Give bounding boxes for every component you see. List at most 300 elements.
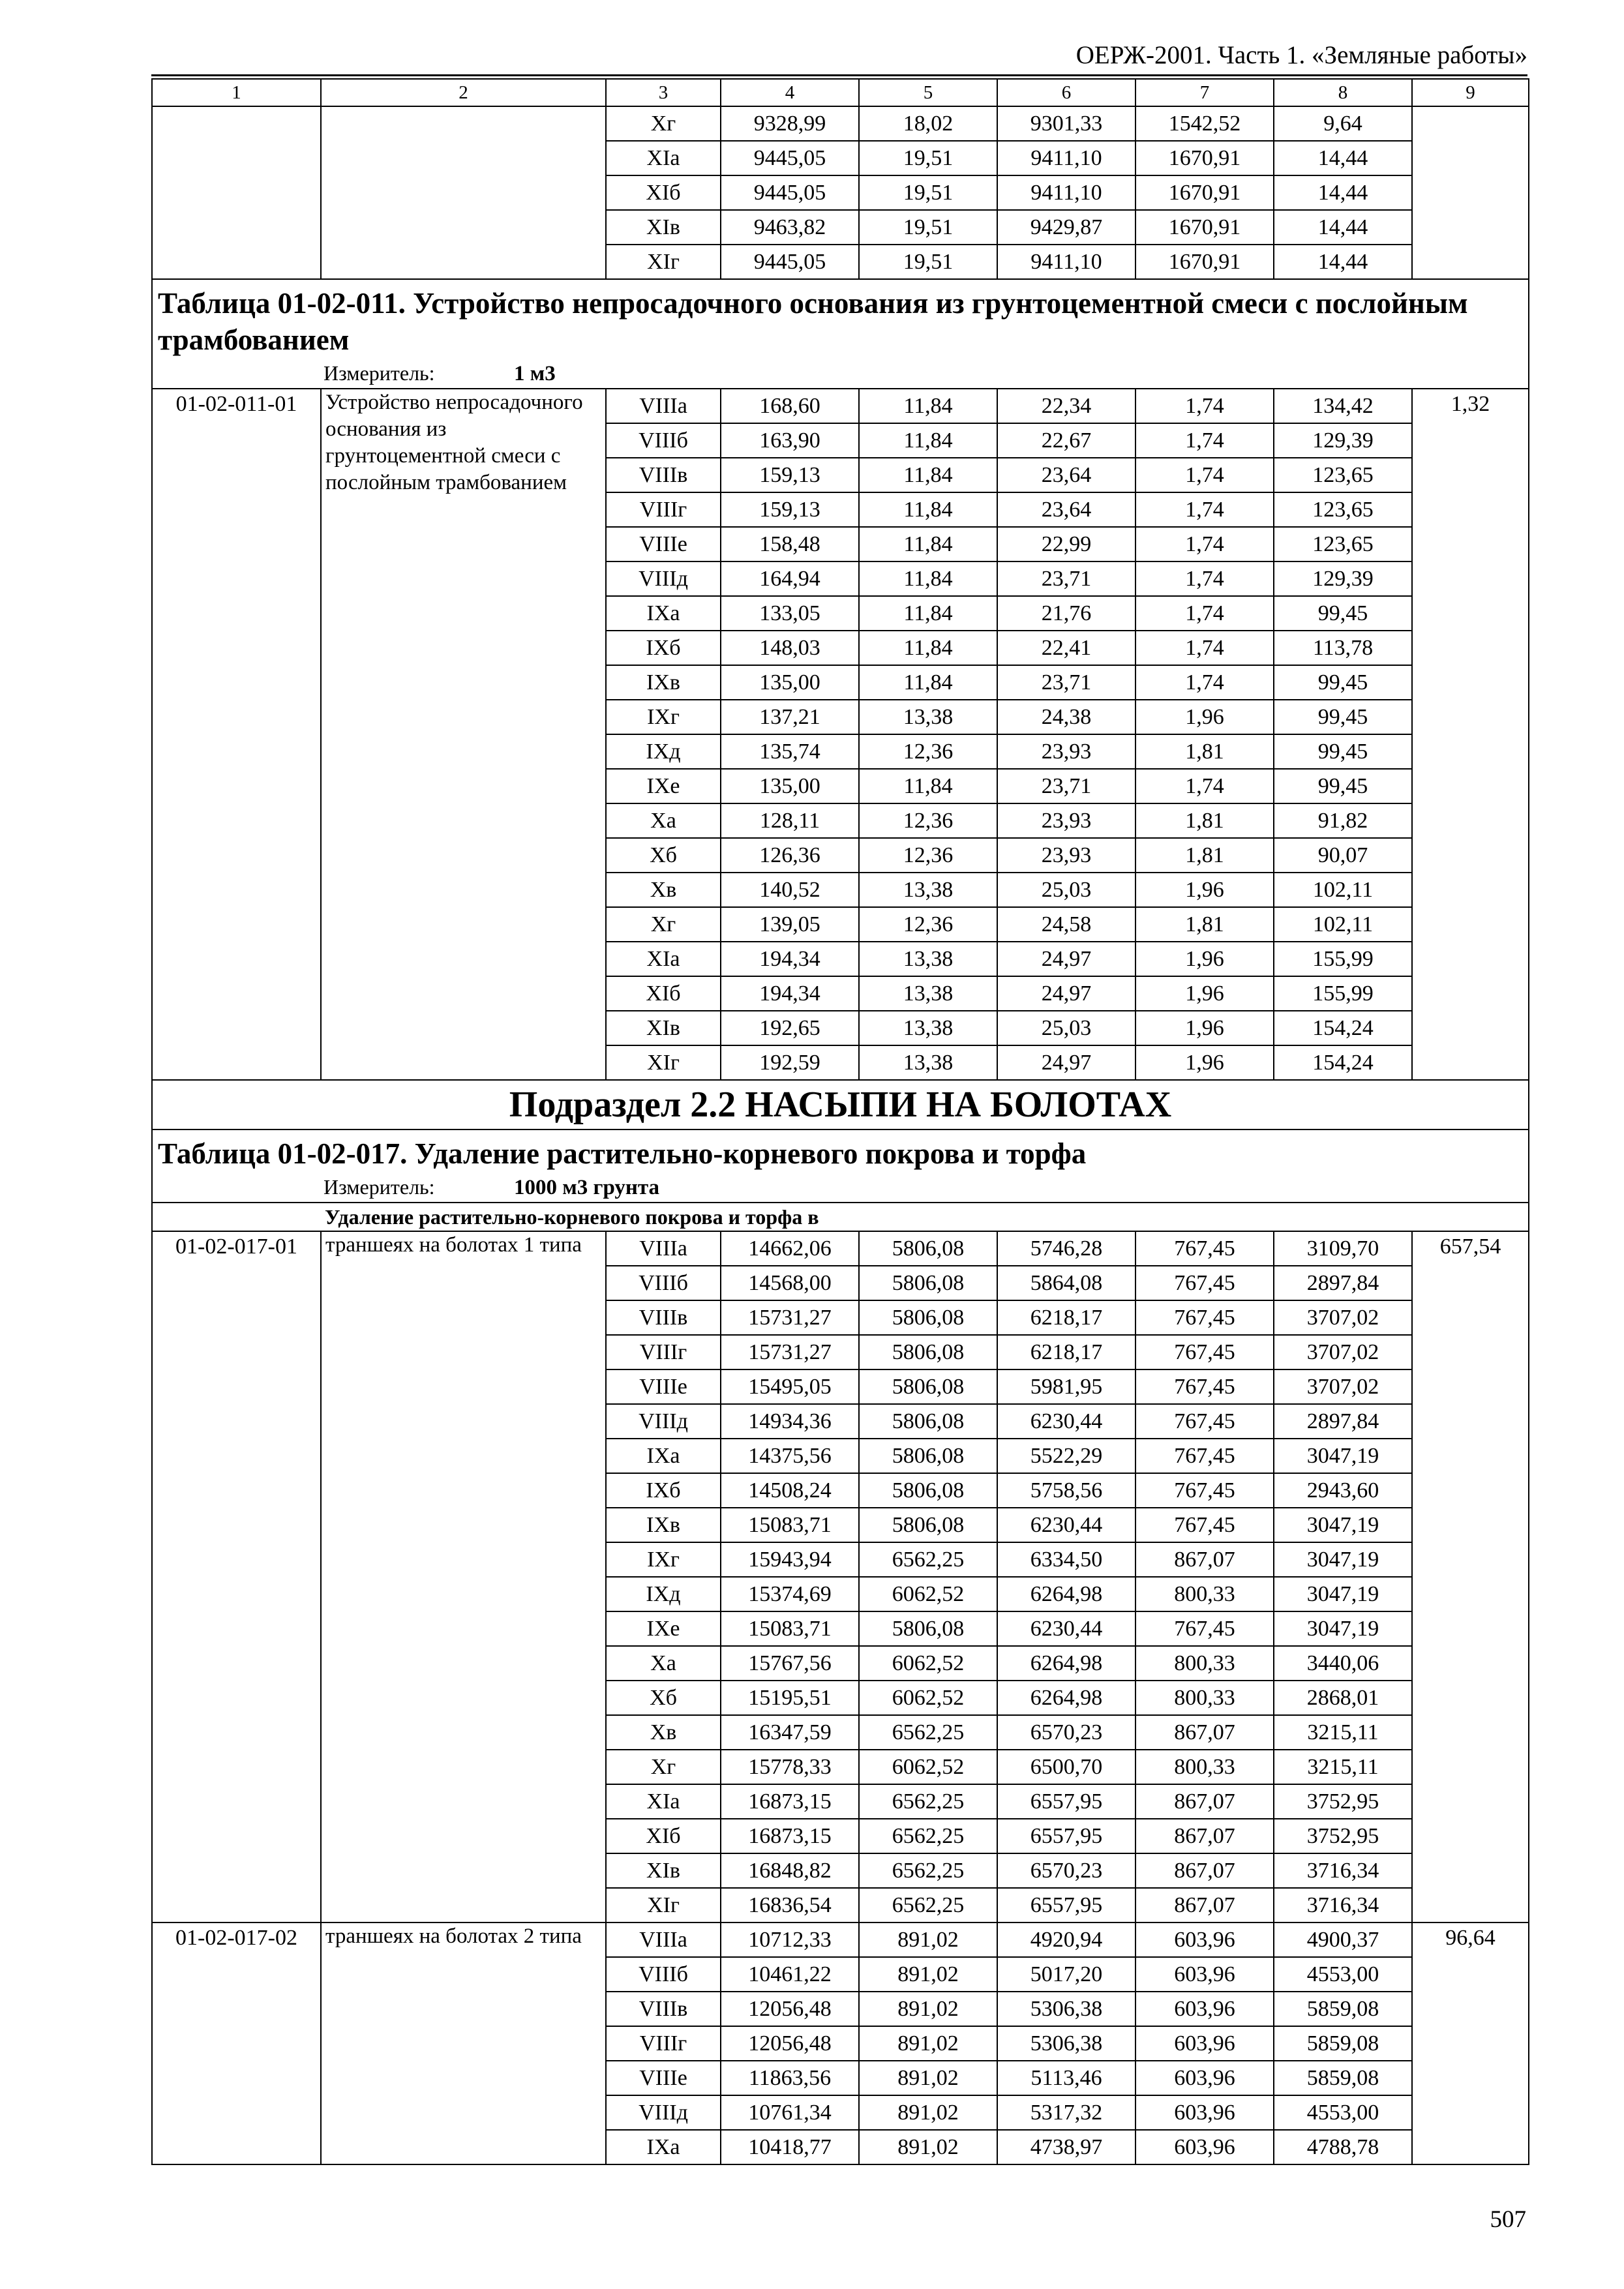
materials: 5859,08 bbox=[1274, 2061, 1412, 2095]
machine-costs: 6334,50 bbox=[997, 1542, 1135, 1577]
wages: 5806,08 bbox=[859, 1473, 997, 1508]
machine-costs: 21,76 bbox=[997, 596, 1135, 631]
soil-group: VIIIд bbox=[606, 2095, 721, 2130]
wages: 5806,08 bbox=[859, 1404, 997, 1439]
wages: 13,38 bbox=[859, 700, 997, 734]
soil-group: IXа bbox=[606, 596, 721, 631]
wages: 11,84 bbox=[859, 631, 997, 665]
machine-costs: 23,93 bbox=[997, 803, 1135, 838]
wages: 6562,25 bbox=[859, 1853, 997, 1888]
machine-costs: 6264,98 bbox=[997, 1681, 1135, 1715]
wages: 6062,52 bbox=[859, 1646, 997, 1681]
wages: 891,02 bbox=[859, 2026, 997, 2061]
materials: 134,42 bbox=[1274, 389, 1412, 423]
wages: 18,02 bbox=[859, 106, 997, 141]
wages: 13,38 bbox=[859, 873, 997, 907]
materials: 5859,08 bbox=[1274, 1992, 1412, 2026]
machinist-wages: 1,96 bbox=[1135, 700, 1274, 734]
direct-costs: 148,03 bbox=[721, 631, 859, 665]
wages: 13,38 bbox=[859, 976, 997, 1011]
materials: 155,99 bbox=[1274, 942, 1412, 976]
machine-costs: 6557,95 bbox=[997, 1888, 1135, 1922]
direct-costs: 16873,15 bbox=[721, 1819, 859, 1853]
soil-group: XIв bbox=[606, 1853, 721, 1888]
machine-costs: 6218,17 bbox=[997, 1335, 1135, 1369]
soil-group: IXб bbox=[606, 1473, 721, 1508]
direct-costs: 10461,22 bbox=[721, 1957, 859, 1992]
machinist-wages: 867,07 bbox=[1135, 1888, 1274, 1922]
machine-costs: 24,97 bbox=[997, 976, 1135, 1011]
direct-costs: 128,11 bbox=[721, 803, 859, 838]
machine-costs: 9411,10 bbox=[997, 245, 1135, 279]
materials: 14,44 bbox=[1274, 175, 1412, 210]
machinist-wages: 767,45 bbox=[1135, 1231, 1274, 1266]
wages: 891,02 bbox=[859, 2095, 997, 2130]
machine-costs: 23,64 bbox=[997, 458, 1135, 492]
direct-costs: 158,48 bbox=[721, 527, 859, 561]
machinist-wages: 800,33 bbox=[1135, 1577, 1274, 1611]
wages: 12,36 bbox=[859, 838, 997, 873]
table-row bbox=[152, 389, 1529, 423]
machinist-wages: 603,96 bbox=[1135, 2130, 1274, 2164]
wages: 13,38 bbox=[859, 1045, 997, 1080]
direct-costs: 10712,33 bbox=[721, 1922, 859, 1957]
table-title-row bbox=[152, 1130, 1529, 1174]
direct-costs: 16873,15 bbox=[721, 1784, 859, 1819]
materials: 3215,11 bbox=[1274, 1750, 1412, 1784]
machinist-wages: 767,45 bbox=[1135, 1473, 1274, 1508]
wages: 891,02 bbox=[859, 1957, 997, 1992]
soil-group: VIIIа bbox=[606, 1922, 721, 1957]
machinist-wages: 1,96 bbox=[1135, 976, 1274, 1011]
soil-group: VIIIв bbox=[606, 458, 721, 492]
wages: 5806,08 bbox=[859, 1439, 997, 1473]
estimate-table-body bbox=[152, 79, 1529, 2164]
machinist-wages: 1,74 bbox=[1135, 665, 1274, 700]
wages: 11,84 bbox=[859, 389, 997, 423]
soil-group: IXа bbox=[606, 2130, 721, 2164]
materials: 99,45 bbox=[1274, 700, 1412, 734]
direct-costs: 133,05 bbox=[721, 596, 859, 631]
wages: 19,51 bbox=[859, 210, 997, 245]
machine-costs: 9429,87 bbox=[997, 210, 1135, 245]
wages: 5806,08 bbox=[859, 1266, 997, 1300]
machine-costs: 25,03 bbox=[997, 873, 1135, 907]
machinist-wages: 1,81 bbox=[1135, 838, 1274, 873]
machine-costs: 6218,17 bbox=[997, 1300, 1135, 1335]
materials: 3047,19 bbox=[1274, 1611, 1412, 1646]
materials: 4900,37 bbox=[1274, 1922, 1412, 1957]
materials: 3752,95 bbox=[1274, 1784, 1412, 1819]
materials: 123,65 bbox=[1274, 458, 1412, 492]
soil-group: VIIIг bbox=[606, 2026, 721, 2061]
materials: 2897,84 bbox=[1274, 1266, 1412, 1300]
machine-costs: 6570,23 bbox=[997, 1715, 1135, 1750]
soil-group: Xв bbox=[606, 873, 721, 907]
machine-costs: 6264,98 bbox=[997, 1646, 1135, 1681]
soil-group: XIб bbox=[606, 976, 721, 1011]
wages: 891,02 bbox=[859, 2061, 997, 2095]
machinist-wages: 867,07 bbox=[1135, 1853, 1274, 1888]
direct-costs: 9445,05 bbox=[721, 245, 859, 279]
table-subheading: Удаление растительно-корневого покрова и торфа в bbox=[152, 1203, 1529, 1231]
soil-group: VIIIа bbox=[606, 1231, 721, 1266]
machine-costs: 5317,32 bbox=[997, 2095, 1135, 2130]
wages: 891,02 bbox=[859, 2130, 997, 2164]
machinist-wages: 1,74 bbox=[1135, 458, 1274, 492]
column-number: 4 bbox=[721, 79, 859, 106]
materials: 5859,08 bbox=[1274, 2026, 1412, 2061]
materials: 91,82 bbox=[1274, 803, 1412, 838]
machine-costs: 6230,44 bbox=[997, 1508, 1135, 1542]
soil-group: VIIIб bbox=[606, 423, 721, 458]
soil-group: XIв bbox=[606, 210, 721, 245]
materials: 102,11 bbox=[1274, 907, 1412, 942]
machine-costs: 23,93 bbox=[997, 734, 1135, 769]
machinist-wages: 1,74 bbox=[1135, 492, 1274, 527]
direct-costs: 16836,54 bbox=[721, 1888, 859, 1922]
soil-group: IXг bbox=[606, 1542, 721, 1577]
machine-costs: 6264,98 bbox=[997, 1577, 1135, 1611]
soil-group: XIб bbox=[606, 1819, 721, 1853]
machinist-wages: 1,74 bbox=[1135, 561, 1274, 596]
machinist-wages: 767,45 bbox=[1135, 1369, 1274, 1404]
direct-costs: 192,59 bbox=[721, 1045, 859, 1080]
materials: 3047,19 bbox=[1274, 1542, 1412, 1577]
machine-costs: 23,71 bbox=[997, 665, 1135, 700]
column-number: 2 bbox=[321, 79, 606, 106]
machine-costs: 5017,20 bbox=[997, 1957, 1135, 1992]
machinist-wages: 1,74 bbox=[1135, 389, 1274, 423]
direct-costs: 15195,51 bbox=[721, 1681, 859, 1715]
direct-costs: 12056,48 bbox=[721, 1992, 859, 2026]
materials: 3707,02 bbox=[1274, 1335, 1412, 1369]
machinist-wages: 603,96 bbox=[1135, 2095, 1274, 2130]
direct-costs: 14568,00 bbox=[721, 1266, 859, 1300]
measure-unit: 1 м3 bbox=[514, 361, 556, 385]
extra-cell bbox=[1412, 106, 1529, 279]
column-number: 7 bbox=[1135, 79, 1274, 106]
machinist-wages: 767,45 bbox=[1135, 1508, 1274, 1542]
materials: 14,44 bbox=[1274, 245, 1412, 279]
direct-costs: 15731,27 bbox=[721, 1300, 859, 1335]
materials: 3047,19 bbox=[1274, 1508, 1412, 1542]
soil-group: Xг bbox=[606, 106, 721, 141]
materials: 123,65 bbox=[1274, 527, 1412, 561]
item-extra: 96,64 bbox=[1412, 1922, 1529, 2164]
machinist-wages: 867,07 bbox=[1135, 1819, 1274, 1853]
machine-costs: 23,71 bbox=[997, 561, 1135, 596]
machine-costs: 9411,10 bbox=[997, 141, 1135, 175]
wages: 11,84 bbox=[859, 596, 997, 631]
wages: 6562,25 bbox=[859, 1819, 997, 1853]
soil-group: VIIIе bbox=[606, 2061, 721, 2095]
soil-group: IXв bbox=[606, 1508, 721, 1542]
wages: 6062,52 bbox=[859, 1681, 997, 1715]
measure-cell bbox=[152, 1174, 1529, 1203]
materials: 3716,34 bbox=[1274, 1888, 1412, 1922]
machinist-wages: 1,81 bbox=[1135, 907, 1274, 942]
materials: 14,44 bbox=[1274, 210, 1412, 245]
wages: 13,38 bbox=[859, 1011, 997, 1045]
machinist-wages: 1670,91 bbox=[1135, 141, 1274, 175]
soil-group: Xа bbox=[606, 803, 721, 838]
machinist-wages: 1670,91 bbox=[1135, 245, 1274, 279]
machine-costs: 5864,08 bbox=[997, 1266, 1135, 1300]
wages: 11,84 bbox=[859, 769, 997, 803]
item-name: траншеях на болотах 1 типа bbox=[321, 1231, 606, 1922]
machinist-wages: 1670,91 bbox=[1135, 175, 1274, 210]
materials: 113,78 bbox=[1274, 631, 1412, 665]
materials: 14,44 bbox=[1274, 141, 1412, 175]
machine-costs: 4738,97 bbox=[997, 2130, 1135, 2164]
soil-group: Xб bbox=[606, 838, 721, 873]
machine-costs: 5746,28 bbox=[997, 1231, 1135, 1266]
machinist-wages: 1,96 bbox=[1135, 942, 1274, 976]
soil-group: VIIIг bbox=[606, 1335, 721, 1369]
wages: 5806,08 bbox=[859, 1508, 997, 1542]
direct-costs: 159,13 bbox=[721, 458, 859, 492]
materials: 2868,01 bbox=[1274, 1681, 1412, 1715]
machine-costs: 5758,56 bbox=[997, 1473, 1135, 1508]
materials: 4788,78 bbox=[1274, 2130, 1412, 2164]
wages: 11,84 bbox=[859, 423, 997, 458]
direct-costs: 9445,05 bbox=[721, 175, 859, 210]
direct-costs: 10418,77 bbox=[721, 2130, 859, 2164]
machine-costs: 6230,44 bbox=[997, 1404, 1135, 1439]
wages: 5806,08 bbox=[859, 1611, 997, 1646]
materials: 154,24 bbox=[1274, 1045, 1412, 1080]
wages: 6562,25 bbox=[859, 1715, 997, 1750]
measure-row bbox=[152, 1174, 1529, 1203]
column-number-row bbox=[152, 79, 1529, 106]
machinist-wages: 1,81 bbox=[1135, 734, 1274, 769]
materials: 154,24 bbox=[1274, 1011, 1412, 1045]
estimate-table bbox=[151, 78, 1529, 2165]
machinist-wages: 867,07 bbox=[1135, 1784, 1274, 1819]
materials: 99,45 bbox=[1274, 769, 1412, 803]
item-extra: 1,32 bbox=[1412, 389, 1529, 1080]
wages: 11,84 bbox=[859, 527, 997, 561]
machinist-wages: 767,45 bbox=[1135, 1300, 1274, 1335]
machine-costs: 5981,95 bbox=[997, 1369, 1135, 1404]
soil-group: Xг bbox=[606, 907, 721, 942]
direct-costs: 164,94 bbox=[721, 561, 859, 596]
table-row bbox=[152, 1922, 1529, 1957]
materials: 3707,02 bbox=[1274, 1300, 1412, 1335]
machinist-wages: 1,81 bbox=[1135, 803, 1274, 838]
soil-group: VIIIв bbox=[606, 1992, 721, 2026]
materials: 102,11 bbox=[1274, 873, 1412, 907]
soil-group: XIб bbox=[606, 175, 721, 210]
direct-costs: 140,52 bbox=[721, 873, 859, 907]
table-title: Таблица 01-02-017. Удаление растительно-корневого покрова и торфа bbox=[152, 1130, 1529, 1174]
soil-group: XIа bbox=[606, 1784, 721, 1819]
measure-label: Измеритель: bbox=[323, 361, 435, 385]
subheading-row bbox=[152, 1203, 1529, 1231]
column-number: 6 bbox=[997, 79, 1135, 106]
machinist-wages: 603,96 bbox=[1135, 2026, 1274, 2061]
machinist-wages: 1,96 bbox=[1135, 1011, 1274, 1045]
wages: 5806,08 bbox=[859, 1369, 997, 1404]
direct-costs: 10761,34 bbox=[721, 2095, 859, 2130]
machine-costs: 24,58 bbox=[997, 907, 1135, 942]
materials: 3752,95 bbox=[1274, 1819, 1412, 1853]
materials: 4553,00 bbox=[1274, 1957, 1412, 1992]
materials: 3047,19 bbox=[1274, 1439, 1412, 1473]
machinist-wages: 767,45 bbox=[1135, 1335, 1274, 1369]
machine-costs: 9411,10 bbox=[997, 175, 1135, 210]
machine-costs: 23,64 bbox=[997, 492, 1135, 527]
machine-costs: 5113,46 bbox=[997, 2061, 1135, 2095]
direct-costs: 194,34 bbox=[721, 942, 859, 976]
machine-costs: 22,41 bbox=[997, 631, 1135, 665]
direct-costs: 163,90 bbox=[721, 423, 859, 458]
soil-group: VIIIа bbox=[606, 389, 721, 423]
machine-costs: 4920,94 bbox=[997, 1922, 1135, 1957]
machinist-wages: 603,96 bbox=[1135, 1957, 1274, 1992]
machinist-wages: 1,74 bbox=[1135, 631, 1274, 665]
wages: 19,51 bbox=[859, 245, 997, 279]
table-title: Таблица 01-02-011. Устройство непросадочного основания из грунтоцементной смеси с послойным трамбованием bbox=[152, 279, 1529, 361]
column-number: 3 bbox=[606, 79, 721, 106]
direct-costs: 168,60 bbox=[721, 389, 859, 423]
wages: 12,36 bbox=[859, 907, 997, 942]
soil-group: IXг bbox=[606, 700, 721, 734]
materials: 4553,00 bbox=[1274, 2095, 1412, 2130]
page-number: 507 bbox=[1490, 2206, 1526, 2233]
machinist-wages: 800,33 bbox=[1135, 1646, 1274, 1681]
soil-group: VIIIб bbox=[606, 1957, 721, 1992]
soil-group: XIг bbox=[606, 1045, 721, 1080]
direct-costs: 15778,33 bbox=[721, 1750, 859, 1784]
wages: 6562,25 bbox=[859, 1784, 997, 1819]
direct-costs: 14508,24 bbox=[721, 1473, 859, 1508]
wages: 11,84 bbox=[859, 492, 997, 527]
direct-costs: 9445,05 bbox=[721, 141, 859, 175]
wages: 6062,52 bbox=[859, 1750, 997, 1784]
soil-group: Xа bbox=[606, 1646, 721, 1681]
soil-group: IXе bbox=[606, 1611, 721, 1646]
wages: 6562,25 bbox=[859, 1888, 997, 1922]
table-row bbox=[152, 1231, 1529, 1266]
wages: 5806,08 bbox=[859, 1335, 997, 1369]
machine-costs: 24,97 bbox=[997, 942, 1135, 976]
direct-costs: 16347,59 bbox=[721, 1715, 859, 1750]
machine-costs: 9301,33 bbox=[997, 106, 1135, 141]
machine-costs: 6230,44 bbox=[997, 1611, 1135, 1646]
materials: 155,99 bbox=[1274, 976, 1412, 1011]
materials: 129,39 bbox=[1274, 561, 1412, 596]
machine-costs: 24,97 bbox=[997, 1045, 1135, 1080]
materials: 99,45 bbox=[1274, 596, 1412, 631]
column-number: 5 bbox=[859, 79, 997, 106]
soil-group: VIIIе bbox=[606, 527, 721, 561]
direct-costs: 15083,71 bbox=[721, 1508, 859, 1542]
machinist-wages: 1,74 bbox=[1135, 527, 1274, 561]
soil-group: Xг bbox=[606, 1750, 721, 1784]
wages: 11,84 bbox=[859, 665, 997, 700]
machinist-wages: 603,96 bbox=[1135, 1992, 1274, 2026]
column-number: 8 bbox=[1274, 79, 1412, 106]
direct-costs: 12056,48 bbox=[721, 2026, 859, 2061]
direct-costs: 194,34 bbox=[721, 976, 859, 1011]
direct-costs: 15495,05 bbox=[721, 1369, 859, 1404]
machine-costs: 25,03 bbox=[997, 1011, 1135, 1045]
direct-costs: 15767,56 bbox=[721, 1646, 859, 1681]
direct-costs: 137,21 bbox=[721, 700, 859, 734]
machine-costs: 23,93 bbox=[997, 838, 1135, 873]
soil-group: IXе bbox=[606, 769, 721, 803]
machine-costs: 5306,38 bbox=[997, 2026, 1135, 2061]
soil-group: IXд bbox=[606, 1577, 721, 1611]
direct-costs: 9463,82 bbox=[721, 210, 859, 245]
subsection-title: Подраздел 2.2 НАСЫПИ НА БОЛОТАХ bbox=[152, 1080, 1529, 1130]
direct-costs: 126,36 bbox=[721, 838, 859, 873]
machinist-wages: 1670,91 bbox=[1135, 210, 1274, 245]
materials: 129,39 bbox=[1274, 423, 1412, 458]
wages: 6562,25 bbox=[859, 1542, 997, 1577]
soil-group: VIIIг bbox=[606, 492, 721, 527]
wages: 891,02 bbox=[859, 1922, 997, 1957]
materials: 3047,19 bbox=[1274, 1577, 1412, 1611]
machinist-wages: 1,74 bbox=[1135, 596, 1274, 631]
soil-group: XIг bbox=[606, 245, 721, 279]
soil-group: IXа bbox=[606, 1439, 721, 1473]
materials: 3707,02 bbox=[1274, 1369, 1412, 1404]
machinist-wages: 800,33 bbox=[1135, 1750, 1274, 1784]
soil-group: XIа bbox=[606, 942, 721, 976]
wages: 6062,52 bbox=[859, 1577, 997, 1611]
wages: 11,84 bbox=[859, 561, 997, 596]
machine-costs: 6557,95 bbox=[997, 1819, 1135, 1853]
machinist-wages: 800,33 bbox=[1135, 1681, 1274, 1715]
item-code: 01-02-017-02 bbox=[152, 1922, 321, 2164]
machinist-wages: 867,07 bbox=[1135, 1715, 1274, 1750]
materials: 2943,60 bbox=[1274, 1473, 1412, 1508]
materials: 2897,84 bbox=[1274, 1404, 1412, 1439]
machinist-wages: 1,96 bbox=[1135, 1045, 1274, 1080]
measure-label: Измеритель: bbox=[323, 1174, 435, 1199]
machinist-wages: 1,96 bbox=[1135, 873, 1274, 907]
machine-costs: 22,67 bbox=[997, 423, 1135, 458]
machine-costs: 22,34 bbox=[997, 389, 1135, 423]
name-cell bbox=[321, 106, 606, 279]
machine-costs: 6500,70 bbox=[997, 1750, 1135, 1784]
direct-costs: 135,00 bbox=[721, 769, 859, 803]
direct-costs: 15083,71 bbox=[721, 1611, 859, 1646]
materials: 3440,06 bbox=[1274, 1646, 1412, 1681]
machine-costs: 6570,23 bbox=[997, 1853, 1135, 1888]
column-number: 9 bbox=[1412, 79, 1529, 106]
direct-costs: 9328,99 bbox=[721, 106, 859, 141]
machine-costs: 6557,95 bbox=[997, 1784, 1135, 1819]
materials: 3109,70 bbox=[1274, 1231, 1412, 1266]
item-code: 01-02-011-01 bbox=[152, 389, 321, 1080]
item-name: траншеях на болотах 2 типа bbox=[321, 1922, 606, 2164]
direct-costs: 159,13 bbox=[721, 492, 859, 527]
soil-group: VIIIе bbox=[606, 1369, 721, 1404]
soil-group: VIIIд bbox=[606, 1404, 721, 1439]
wages: 891,02 bbox=[859, 1992, 997, 2026]
machinist-wages: 767,45 bbox=[1135, 1439, 1274, 1473]
materials: 3215,11 bbox=[1274, 1715, 1412, 1750]
materials: 90,07 bbox=[1274, 838, 1412, 873]
running-header bbox=[151, 39, 1527, 72]
materials: 99,45 bbox=[1274, 665, 1412, 700]
table-title-row bbox=[152, 279, 1529, 361]
machinist-wages: 767,45 bbox=[1135, 1266, 1274, 1300]
